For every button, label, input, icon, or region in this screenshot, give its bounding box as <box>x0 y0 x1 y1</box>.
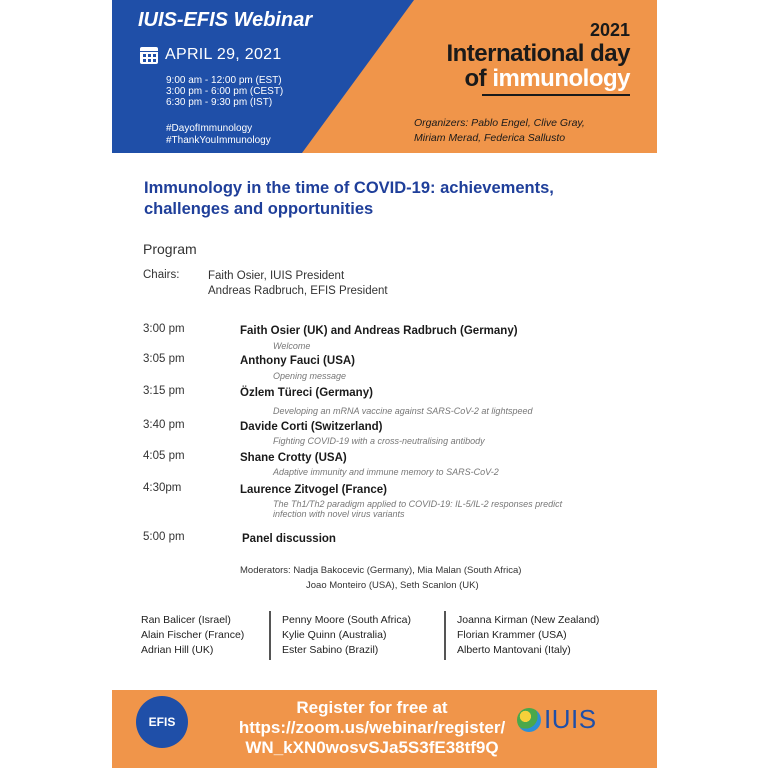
schedule-description: Fighting COVID-19 with a cross-neutralising antibody <box>273 436 485 446</box>
schedule-description-line2: infection with novel virus variants <box>273 509 405 519</box>
efis-logo: EFIS <box>136 696 188 748</box>
event-times <box>166 75 283 108</box>
hashtag-thankyouimmunology: #ThankYouImmunology <box>166 135 271 146</box>
chair-item: Faith Osier, IUIS President <box>208 270 345 282</box>
panelist-name: Ran Balicer (Israel) <box>141 614 231 626</box>
program-heading: Program <box>143 241 197 257</box>
register-link-line1[interactable]: https://zoom.us/webinar/register/ <box>238 718 506 737</box>
chairs-list <box>208 269 388 299</box>
moderators-line2: Joao Monteiro (USA), Seth Scanlon (UK) <box>306 580 479 591</box>
event-name-line1: International day <box>446 40 630 67</box>
panelist-name: Joanna Kirman (New Zealand) <box>457 614 600 626</box>
panelist-name: Kylie Quinn (Australia) <box>282 629 387 641</box>
schedule-speaker: Özlem Türeci (Germany) <box>240 387 373 399</box>
webinar-title: IUIS-EFIS Webinar <box>138 9 313 31</box>
time-est: 9:00 am - 12:00 pm (EST) <box>166 75 282 86</box>
schedule-description: Welcome <box>273 341 311 351</box>
register-heading: Register for free at <box>296 698 448 717</box>
title-line1: Immunology in the time of COVID-19: achievements, <box>144 179 554 197</box>
panelist-name: Alain Fischer (France) <box>141 629 245 641</box>
organizers <box>414 116 644 146</box>
panelist-column <box>141 613 244 658</box>
panelist-name: Penny Moore (South Africa) <box>282 614 411 626</box>
chairs-label: Chairs: <box>143 269 180 281</box>
calendar-icon <box>140 47 158 64</box>
event-year: 2021 <box>589 20 630 40</box>
column-divider <box>444 611 446 660</box>
event-name-line2 <box>465 67 631 91</box>
schedule-description-line1: The Th1/Th2 paradigm applied to COVID-19: IL-5/IL-2 responses predict <box>273 499 563 509</box>
schedule-speaker: Faith Osier (UK) and Andreas Radbruch (Germany) <box>240 325 518 337</box>
chair-item: Andreas Radbruch, EFIS President <box>208 285 388 297</box>
schedule-time: 5:00 pm <box>143 531 185 543</box>
title-line2: challenges and opportunities <box>144 200 374 218</box>
panelist-column <box>282 613 411 658</box>
schedule-time: 3:15 pm <box>143 385 185 397</box>
schedule-description: Adaptive immunity and immune memory to SARS-CoV-2 <box>273 467 499 477</box>
panelist-name: Adrian Hill (UK) <box>141 644 214 656</box>
globe-icon <box>517 708 541 732</box>
schedule-speaker: Laurence Zitvogel (France) <box>240 484 387 496</box>
schedule-time: 3:05 pm <box>143 353 185 365</box>
hashtag-dayofimmunology: #DayofImmunology <box>166 123 253 134</box>
iuis-logo: IUIS <box>544 704 597 734</box>
schedule-time: 3:00 pm <box>143 323 185 335</box>
event-date: APRIL 29, 2021 <box>165 46 282 63</box>
register-link-line2[interactable]: WN_kXN0wosvSJa5S3fE38tf9Q <box>245 738 499 757</box>
moderators <box>240 563 521 593</box>
time-cest: 3:00 pm - 6:00 pm (CEST) <box>166 86 284 97</box>
event-name-of: of <box>464 65 487 92</box>
column-divider <box>269 611 271 660</box>
moderators-line1: Moderators: Nadja Bakocevic (Germany), Mia Malan (South Africa) <box>240 565 522 576</box>
panelist-name: Alberto Mantovani (Italy) <box>457 644 571 656</box>
schedule-speaker: Anthony Fauci (USA) <box>240 355 355 367</box>
event-name-immunology: immunology <box>492 65 630 92</box>
panelist-name: Ester Sabino (Brazil) <box>282 644 379 656</box>
title-underline <box>482 94 630 96</box>
organizers-line2: Miriam Merad, Federica Sallusto <box>414 132 566 144</box>
webinar-flyer <box>112 0 657 768</box>
schedule-time: 4:30pm <box>143 482 182 494</box>
webinar-topic-title <box>144 178 644 220</box>
panelist-name: Florian Krammer (USA) <box>457 629 567 641</box>
footer-banner <box>112 690 657 768</box>
hashtags <box>166 123 271 147</box>
schedule-time: 4:05 pm <box>143 450 185 462</box>
panelist-column <box>457 613 599 658</box>
schedule-description <box>273 499 673 519</box>
schedule-speaker: Davide Corti (Switzerland) <box>240 421 383 433</box>
schedule-speaker: Shane Crotty (USA) <box>240 452 347 464</box>
organizers-line1: Organizers: Pablo Engel, Clive Gray, <box>414 117 585 129</box>
schedule-time: 3:40 pm <box>143 419 185 431</box>
schedule-description: Developing an mRNA vaccine against SARS-CoV-2 at lightspeed <box>273 406 533 416</box>
registration-info <box>227 698 517 758</box>
time-ist: 6:30 pm - 9:30 pm (IST) <box>166 97 273 108</box>
schedule-speaker: Panel discussion <box>242 533 336 545</box>
schedule-description: Opening message <box>273 371 347 381</box>
header-banner <box>112 0 657 153</box>
